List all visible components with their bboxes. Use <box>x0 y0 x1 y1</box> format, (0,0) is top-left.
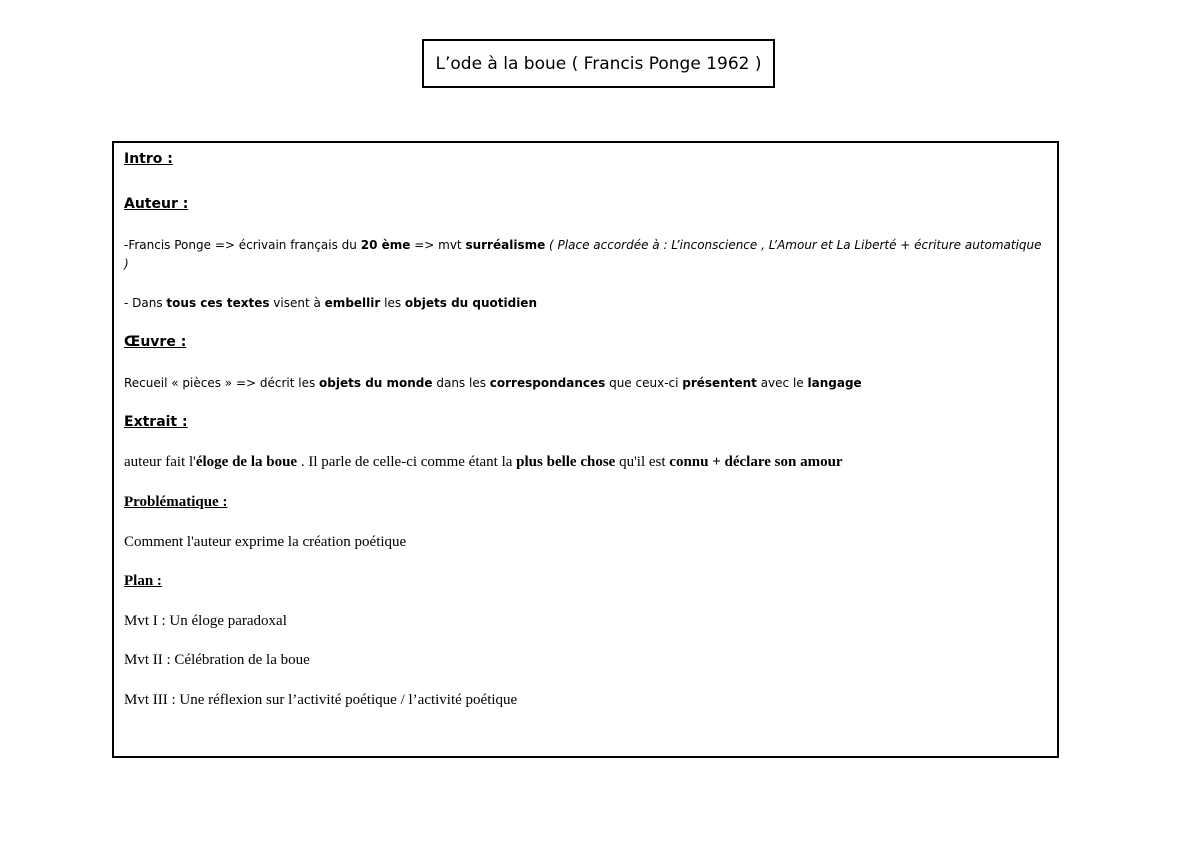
auteur-line-1-bold-2: surréalisme <box>465 238 546 252</box>
problematique-text: Comment l'auteur exprime la création poétique <box>124 534 407 550</box>
auteur-line-2-text-3: les <box>380 296 405 310</box>
plan-item-1: Mvt I : Un éloge paradoxal <box>124 613 287 629</box>
document-title-text: L’ode à la boue ( Francis Ponge 1962 ) <box>435 53 762 74</box>
extrait-line-bold-1: éloge de la boue <box>195 454 298 470</box>
plan-heading: Plan : <box>124 573 162 589</box>
auteur-line-2-bold-1: tous ces textes <box>166 296 270 310</box>
auteur-line-2-text-2: visent à <box>269 296 325 310</box>
auteur-line-1 <box>124 236 1047 274</box>
oeuvre-line-text-3: que ceux-ci <box>605 376 683 390</box>
extrait-line-text-3: qu'il est <box>615 454 670 470</box>
extrait-line-text-1: auteur fait l' <box>124 454 196 470</box>
oeuvre-heading: Œuvre : <box>124 334 187 350</box>
auteur-line-1-italic: ( Place accordée à : L’inconscience , L’Amour et La Liberté + écriture automatique ) <box>124 238 1042 271</box>
extrait-line-text-2: . Il parle de celle-ci comme étant la <box>297 454 517 470</box>
problematique-heading: Problématique : <box>124 494 228 510</box>
auteur-line-2-text-1: - Dans <box>124 296 167 310</box>
oeuvre-line-text-1: Recueil « pièces » => décrit les <box>124 376 320 390</box>
oeuvre-line-bold-1: objets du monde <box>319 376 433 390</box>
plan-item-3: Mvt III : Une réflexion sur l’activité poétique / l’activité poétique <box>124 692 518 708</box>
oeuvre-line-bold-2: correspondances <box>489 376 606 390</box>
auteur-line-2 <box>124 296 1047 310</box>
extrait-line <box>124 454 1047 471</box>
auteur-line-1-text-1: -Francis Ponge => écrivain français du <box>124 238 361 252</box>
extrait-heading: Extrait : <box>124 414 188 430</box>
auteur-line-2-bold-2: embellir <box>324 296 381 310</box>
oeuvre-line-text-2: dans les <box>432 376 490 390</box>
auteur-heading: Auteur : <box>124 196 189 212</box>
extrait-line-bold-3: connu + déclare son amour <box>669 454 843 470</box>
oeuvre-line-bold-3: présentent <box>682 376 757 390</box>
oeuvre-line-text-4: avec le <box>756 376 808 390</box>
document-title <box>422 39 775 88</box>
intro-heading: Intro : <box>124 151 173 167</box>
oeuvre-line <box>124 376 1047 390</box>
auteur-line-1-text-2: => mvt <box>410 238 466 252</box>
plan-item-2: Mvt II : Célébration de la boue <box>124 652 310 668</box>
oeuvre-line-bold-4: langage <box>807 376 862 390</box>
auteur-line-1-bold-1: 20 ème <box>360 238 411 252</box>
extrait-line-bold-2: plus belle chose <box>516 454 616 470</box>
content-box <box>112 141 1059 758</box>
auteur-line-2-bold-3: objets du quotidien <box>404 296 537 310</box>
